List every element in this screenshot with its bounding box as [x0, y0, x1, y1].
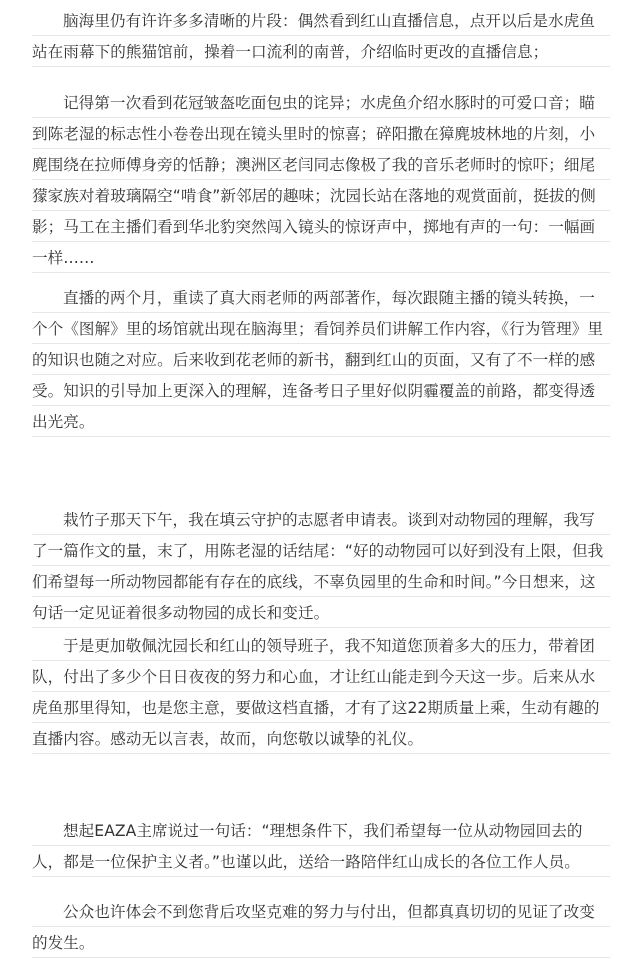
paragraph-3: 直播的两个月，重读了真大雨老师的两部著作，每次跟随主播的镜头转换，一个个《图解》里的场馆就出现在脑海里；看饲养员们讲解工作内容，《行为管理》里的知识也随之对应。后来收到花老师的新书，翻到红山的页面，又有了不一样的感受。知识的引导加上更深入的理解，连备考日子里好似阴霾覆盖的前路，都变得透出光亮。: [32, 283, 610, 438]
paragraph-5: 于是更加敬佩沈园长和红山的领导班子，我不知道您顶着多大的压力，带着团队，付出了多少个日日夜夜的努力和心血，才让红山能走到今天这一步。后来从水虎鱼那里得知，也是您主意，要做这档直播，才有了这22期质量上乘，生动有趣的直播内容。感动无以言表，故而，向您敬以诚挚的礼仪。: [32, 631, 610, 755]
paragraph-6: 想起EAZA主席说过一句话：“理想条件下，我们希望每一位从动物园回去的人，都是一位保护主义者。”也谨以此，送给一路陪伴红山成长的各位工作人员。: [32, 816, 610, 878]
paragraph-7: 公众也许体会不到您背后攻坚克难的努力与付出，但都真真切切的见证了改变的发生。: [32, 897, 610, 959]
paragraph-2: 记得第一次看到花冠皱盔吃面包虫的诧异；水虎鱼介绍水豚时的可爱口音；瞄到陈老湿的标志性小卷卷出现在镜头里时的惊喜；碎阳撒在獐麂坡林地的片刻，小麂围绕在拉师傅身旁的恬静；澳洲区老闫同志像极了我的音乐老师时的惊吓；细尾獴家族对着玻璃隔空“啃食”新邻居的趣味；沈园长站在落地的观赏面前，挺拔的侧影；马工在主播们看到华北豹突然闯入镜头的惊讶声中，掷地有声的一句：一幅画一样……: [32, 88, 610, 274]
paragraph-1: 脑海里仍有许许多多清晰的片段：偶然看到红山直播信息，点开以后是水虎鱼站在雨幕下的熊猫馆前，操着一口流利的南普，介绍临时更改的直播信息；: [32, 6, 610, 68]
paragraph-4: 栽竹子那天下午，我在填云守护的志愿者申请表。谈到对动物园的理解，我写了一篇作文的量，末了，用陈老湿的话结尾：“好的动物园可以好到没有上限，但我们希望每一所动物园都能有存在的底线，不辜负园里的生命和时间。”今日想来，这句话一定见证着很多动物园的成长和变迁。: [32, 505, 610, 629]
